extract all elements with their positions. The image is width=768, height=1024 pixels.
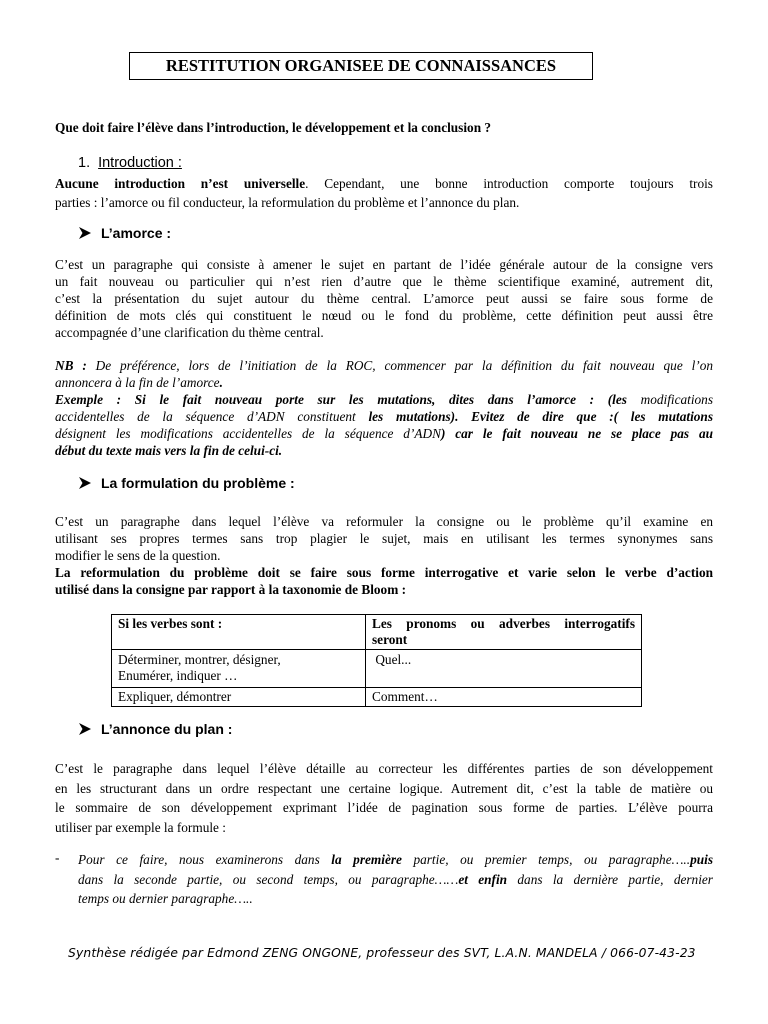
formula-bold: puis — [690, 852, 713, 867]
amorce-line: définition de mots clés qui constituent le nœud ou le fond du problème, cette définition peut aussi être — [55, 308, 713, 323]
formulation-line: C’est un paragraphe dans lequel l’élève va reformuler la consigne ou le problème qu’il examine en — [55, 514, 713, 529]
formula-text: dans la dernière partie, dernier — [507, 871, 713, 887]
table-row — [112, 615, 642, 650]
nb-label: NB : — [55, 358, 87, 373]
formulation-line: modifier le sens de la question. — [55, 548, 221, 563]
plan-formula-example — [78, 850, 713, 909]
table-cell-line: Déterminer, montrer, désigner, — [118, 652, 281, 667]
example-bold-3: ) car le fait nouveau ne se place pas au — [440, 426, 714, 441]
formulation-line: utilisant ses propres termes sans trop plagier le sujet, mais en utilisant les termes synonymes sans — [55, 531, 713, 546]
introduction-paragraph — [55, 175, 713, 211]
nb-dot: . — [219, 375, 223, 390]
table-header-line: Les pronoms ou adverbes interrogatifs — [372, 616, 635, 631]
arrowhead-bullet-icon — [78, 227, 91, 239]
formulation-bold-line: utilisé dans la consigne par rapport à la taxonomie de Bloom : — [55, 582, 407, 597]
subheading-annonce — [78, 721, 232, 737]
formula-bold: et enfin — [458, 871, 508, 887]
formulation-paragraph — [55, 513, 713, 598]
amorce-line: C’est un paragraphe qui consiste à amener le sujet en partant de l’idée générale autour de la consigne vers — [55, 257, 713, 272]
section-heading-text: Introduction : — [98, 155, 182, 171]
example-bold-2: les mutations). Evitez de dire que :( les mutations — [368, 409, 713, 424]
taxonomy-table — [111, 614, 642, 707]
example-bold-4: début du texte mais vers la fin de celui-ci. — [55, 443, 283, 458]
subheading-formulation — [78, 475, 295, 491]
footer-credit: Synthèse rédigée par Edmond ZENG ONGONE, professeur des SVT, L.A.N. MANDELA / 066-07-43-23 — [68, 946, 696, 960]
intro-lead-rest: . Cependant, une bonne introduction comporte toujours trois — [305, 176, 713, 191]
subheading-formulation-label: La formulation du problème : — [101, 475, 295, 491]
subheading-amorce — [78, 225, 171, 241]
nb-text-1: De préférence, lors de l’initiation de la ROC, commencer par la définition du fait nouveau que l’on — [86, 358, 713, 373]
subheading-annonce-label: L’annonce du plan : — [101, 721, 233, 737]
table-header-line: seront — [372, 632, 408, 647]
page-title-text: RESTITUTION ORGANISEE DE CONNAISSANCES — [165, 56, 557, 75]
formula-text: temps ou dernier paragraphe….. — [78, 891, 253, 906]
example-ital-1: modifications — [626, 392, 713, 407]
formula-text: dans la seconde partie, ou second temps, ou paragraphe…… — [78, 871, 459, 887]
amorce-line: c’est la présentation du sujet autour du thème central. L’amorce peut aussi se faire sous forme de — [55, 291, 713, 306]
arrowhead-bullet-icon — [78, 723, 91, 735]
list-dash: - — [55, 850, 60, 865]
formulation-bold-line: La reformulation du problème doit se faire sous forme interrogative et varie selon le verbe d’action — [55, 565, 713, 580]
formula-text: partie, ou premier temps, ou paragraphe….. — [401, 852, 691, 867]
formula-bold: la première — [331, 852, 402, 867]
example-bold-1: Exemple : Si le fait nouveau porte sur les mutations, dites dans l’amorce : (les — [55, 392, 627, 407]
table-cell — [112, 650, 366, 688]
section-heading-introduction — [78, 155, 182, 171]
table-cell-line: Enumérer, indiquer … — [118, 668, 238, 683]
table-cell: Comment… — [366, 688, 642, 707]
annonce-line: le sommaire de son développement exprimant l’idée de pagination sous forme de parties. L’élève pourra — [55, 800, 713, 815]
main-question: Que doit faire l’élève dans l’introduction, le développement et la conclusion ? — [55, 120, 492, 135]
arrowhead-bullet-icon — [78, 477, 91, 489]
nb-text-2: annoncera à la fin de l’amorce — [55, 375, 220, 390]
table-cell: Quel... — [366, 650, 642, 688]
nb-paragraph — [55, 357, 713, 459]
annonce-line: utiliser par exemple la formule : — [55, 819, 226, 835]
subheading-amorce-label: L’amorce : — [101, 225, 172, 241]
table-header-cell — [366, 615, 642, 650]
example-ital-2: accidentelles de la séquence d’ADN constituent — [55, 409, 369, 424]
formula-text: Pour ce faire, nous examinerons dans — [78, 852, 332, 867]
annonce-paragraph — [55, 759, 713, 837]
amorce-line: un fait nouveau ou particulier qui n’est rien d’autre que le thème scientifique examiné, autrement dit, — [55, 274, 713, 289]
intro-line2: parties : l’amorce ou fil conducteur, la reformulation du problème et l’annonce du plan. — [55, 195, 520, 210]
example-ital-3: désignent les modifications accidentelles de la séquence d’ADN — [55, 426, 441, 441]
table-header-cell: Si les verbes sont : — [112, 615, 366, 650]
table-row — [112, 688, 642, 707]
intro-lead-bold: Aucune introduction n’est universelle — [55, 176, 306, 191]
amorce-paragraph — [55, 256, 713, 341]
amorce-line: accompagnée d’une clarification du thème central. — [55, 325, 324, 340]
table-row — [112, 650, 642, 688]
section-number: 1. — [78, 155, 91, 171]
annonce-line: C’est le paragraphe dans lequel l’élève détaille au correcteur les différentes parties de son développement — [55, 761, 713, 776]
annonce-line: en les structurant dans un ordre respectant une certaine logique. Autrement dit, c’est la table de matière ou — [55, 780, 713, 796]
table-cell: Expliquer, démontrer — [112, 688, 366, 707]
page-title — [129, 52, 593, 80]
